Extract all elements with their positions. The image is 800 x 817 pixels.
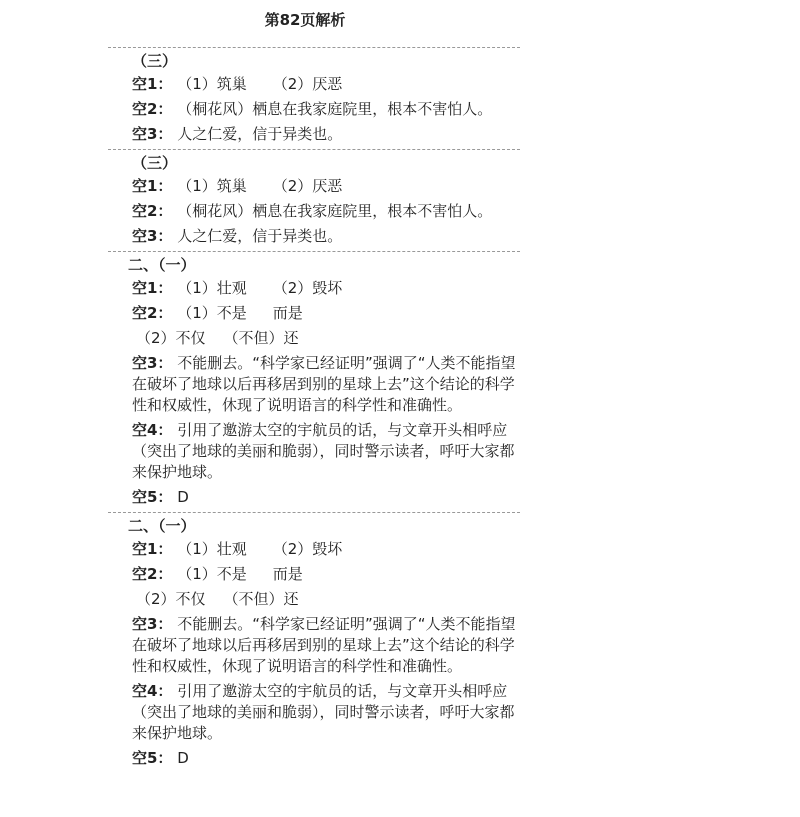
answer-label: 空1： [132, 75, 173, 93]
answer-label: 空1： [132, 177, 173, 195]
section-heading: 二、（一） [128, 256, 196, 274]
answer-text: 而是 [272, 565, 303, 583]
answer-row [108, 328, 520, 349]
answer-row [108, 487, 520, 508]
answer-label: 空4： [132, 421, 173, 439]
section-heading: 二、（一） [128, 517, 196, 535]
answer-text: （2）不仅 [136, 590, 206, 608]
answer-row [108, 420, 520, 483]
answer-text: （1）不是 [177, 304, 247, 322]
answer-row [108, 681, 520, 744]
answer-text: （2）厌恶 [272, 75, 343, 93]
answer-label: 空2： [132, 100, 173, 118]
answer-row [108, 748, 520, 769]
answer-text: （2）毁坏 [272, 540, 343, 558]
answer-label: 空3： [132, 615, 173, 633]
answer-text: （1）筑巢 [177, 75, 247, 93]
answer-text: D [177, 488, 189, 506]
answer-text: （桐花风）栖息在我家庭院里，根本不害怕人。 [177, 100, 493, 118]
answer-row [108, 226, 520, 247]
section-heading: （三） [132, 52, 178, 70]
answer-label: 空5： [132, 749, 173, 767]
answer-text: （2）毁坏 [272, 279, 343, 297]
answer-row [108, 539, 520, 560]
answer-label: 空2： [132, 304, 173, 322]
answer-text: 而是 [272, 304, 303, 322]
answer-row [108, 74, 520, 95]
answer-row [108, 589, 520, 610]
answer-section [108, 47, 520, 145]
answer-text: （1）壮观 [177, 279, 247, 297]
answer-text: （1）壮观 [177, 540, 247, 558]
answer-label: 空2： [132, 202, 173, 220]
answer-text: （2）厌恶 [272, 177, 343, 195]
section-heading: （三） [132, 154, 178, 172]
page-title: 第82页解析 [264, 11, 346, 29]
answer-row [108, 99, 520, 120]
answer-text: 人之仁爱，信于异类也。 [177, 125, 343, 143]
answer-text: 引用了邀游太空的宇航员的话，与文章开头相呼应（突出了地球的美丽和脆弱），同时警示读者，呼吁大家都来保护地球。 [132, 682, 515, 742]
answer-section [108, 512, 520, 769]
answer-label: 空1： [132, 540, 173, 558]
answer-label: 空3： [132, 125, 173, 143]
answer-section [108, 149, 520, 247]
answer-row [108, 176, 520, 197]
answer-row [108, 614, 520, 677]
answer-label: 空5： [132, 488, 173, 506]
answer-text: D [177, 749, 189, 767]
answer-text: （2）不仅 [136, 329, 206, 347]
answer-text: 引用了邀游太空的宇航员的话，与文章开头相呼应（突出了地球的美丽和脆弱），同时警示读者，呼吁大家都来保护地球。 [132, 421, 515, 481]
answer-label: 空3： [132, 354, 173, 372]
answer-text: （1）不是 [177, 565, 247, 583]
answer-section [108, 251, 520, 508]
answer-row [108, 303, 520, 324]
answer-label: 空3： [132, 227, 173, 245]
answer-text: （1）筑巢 [177, 177, 247, 195]
answer-text: 人之仁爱，信于异类也。 [177, 227, 343, 245]
answer-label: 空4： [132, 682, 173, 700]
answer-label: 空1： [132, 279, 173, 297]
answer-row [108, 353, 520, 416]
answer-text: 不能删去。“科学家已经证明”强调了“人类不能指望在破坏了地球以后再移居到别的星球上去”这个结论的科学性和权威性，休现了说明语言的科学性和准确性。 [132, 354, 516, 414]
answer-content [108, 47, 520, 773]
answer-row [108, 201, 520, 222]
answer-row [108, 564, 520, 585]
answer-text: 不能删去。“科学家已经证明”强调了“人类不能指望在破坏了地球以后再移居到别的星球上去”这个结论的科学性和权威性，休现了说明语言的科学性和准确性。 [132, 615, 516, 675]
answer-label: 空2： [132, 565, 173, 583]
answer-text: （不但）还 [223, 329, 299, 347]
answer-text: （桐花风）栖息在我家庭院里，根本不害怕人。 [177, 202, 493, 220]
answer-row [108, 124, 520, 145]
answer-row [108, 278, 520, 299]
answer-text: （不但）还 [223, 590, 299, 608]
